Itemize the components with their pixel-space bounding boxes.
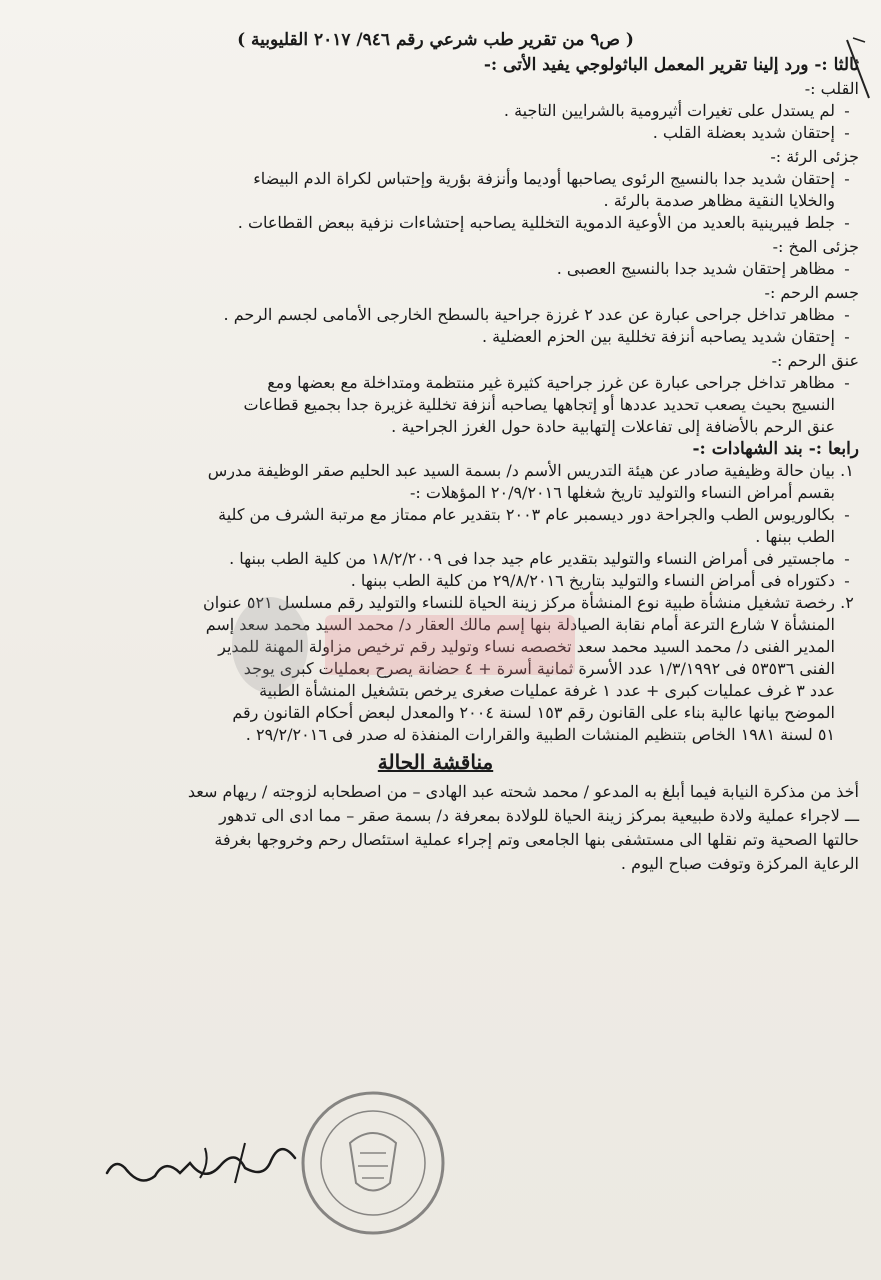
- handwritten-signature: [95, 1128, 315, 1198]
- qualification-item: - ماجستير فى أمراض النساء والتوليد بتقدير عام جيد جدا فى ١٨/٢/٢٠٠٩ من كلية الطب ببنها .: [12, 548, 859, 570]
- bullet: -: [844, 169, 850, 188]
- heart-label: القلب :-: [804, 79, 859, 98]
- list-item: - مظاهر إحتقان شديد جدا بالنسيج العصبى .: [12, 258, 859, 280]
- section-3-title: ثالثا :- ورد إلينا تقرير المعمل الباثولوجي يفيد الأتى :-: [483, 55, 859, 75]
- bullet: -: [844, 505, 850, 524]
- brain-label: جزئى المخ :-: [772, 237, 859, 256]
- certificate-number: ١.: [840, 461, 854, 480]
- lung-label: جزئى الرئة :-: [770, 147, 859, 166]
- section-4-title: رابعا :- بند الشهادات :-: [692, 439, 859, 459]
- list-item: - مظاهر تداخل جراحى عبارة عن عدد ٢ غرزة جراحية بالسطح الخارجى الأمامى لجسم الرحم .: [12, 304, 859, 326]
- list-item: - مظاهر تداخل جراحى عبارة عن غرز جراحية كثيرة غير منتظمة ومتداخلة مع بعضها ومع النسيج بحيث يصعب تحديد عددها أو إتجاهها يصاحبه أنزفة تخللية غزيرة جدا بجميع قطاعات عنق الرحم بالأضافة إلى تفاعلات إلتهابية حادة حول الغرز الجراحية .: [12, 372, 859, 438]
- qualification-item: - بكالوريوس الطب والجراحة دور ديسمبر عام ٢٠٠٣ بتقدير عام ممتاز مع مرتبة الشرف من كلية الطب ببنها .: [12, 504, 859, 548]
- discussion-title: مناقشة الحالة: [377, 750, 494, 774]
- list-item: - إحتقان شديد بعضلة القلب .: [12, 122, 859, 144]
- bullet: -: [844, 101, 850, 120]
- uterus-label: جسم الرحم :-: [764, 283, 859, 302]
- bullet: -: [844, 373, 850, 392]
- bullet: -: [844, 213, 850, 232]
- official-seal-stamp: [298, 1088, 448, 1238]
- discussion-paragraph: أخذ من مذكرة النيابة فيما أبلغ به المدعو / محمد شحته عبد الهادى – من اصطحابه لزوجته / ريهام سعد ـــ لاجراء عملية ولادة طبيعية بمركز زينة الحياة للولادة بمعرفة د/ بسمة صقر – مما ادى الى تدهور حالتها الصحية وتم نقلها الى مستشفى بنها الجامعى وتم إجراء عملية استئصال رحم وخروجها بغرفة الرعاية المركزة وتوفت صباح اليوم .: [187, 782, 859, 873]
- bullet: -: [844, 549, 850, 568]
- certificate-1: ١. بيان حالة وظيفية صادر عن هيئة التدريس الأسم د/ بسمة السيد عبد الحليم صقر الوظيفة مدرس بقسم أمراض النساء والتوليد تاريخ شغلها ٢٠/٩/٢٠١٦ المؤهلات :-: [12, 460, 859, 504]
- bullet: -: [844, 305, 850, 324]
- certificate-number: ٢.: [840, 593, 854, 612]
- list-item: - جلط فيبرينية بالعديد من الأوعية الدموية التخللية يصاحبه إحتشاءات نزفية ببعض القطاعات .: [12, 212, 859, 234]
- list-item: - إحتقان شديد يصاحبه أنزفة تخللية بين الحزم العضلية .: [12, 326, 859, 348]
- page-header: ( ص٩ من تقرير طب شرعي رقم ٩٤٦/ ٢٠١٧ القليوبية ): [237, 30, 634, 50]
- cervix-label: عنق الرحم :-: [771, 351, 859, 370]
- qualification-item: - دكتوراه فى أمراض النساء والتوليد بتاريخ ٢٩/٨/٢٠١٦ من كلية الطب ببنها .: [12, 570, 859, 592]
- bullet: -: [844, 327, 850, 346]
- bullet: -: [844, 123, 850, 142]
- bullet: -: [844, 259, 850, 278]
- bullet: -: [844, 571, 850, 590]
- certificate-2: ٢. رخصة تشغيل منشأة طبية نوع المنشأة مركز زينة الحياة للنساء والتوليد رقم مسلسل ٥٢١ عنوان المنشأة ٧ شارع الترعة أمام نقابة الصيادلة بنها إسم مالك العقار د/ محمد السيد محمد سعد إسم المدير الفنى د/ محمد السيد محمد سعد تخصصه نساء وتوليد رقم ترخيص مزاولة المهنة للمدير الفنى ٥٣٥٣٦ فى ١/٣/١٩٩٢ عدد الأسرة ثمانية أسرة + ٤ حضانة يصرح بعمليات كبرى يوجد عدد ٣ غرف عمليات كبرى + عدد ١ غرفة عمليات صغرى يرخص بتشغيل المنشأة الطبية الموضح بيانها عالية بناء على القانون رقم ١٥٣ لسنة ٢٠٠٤ والمعدل لبعض أحكام القانون رقم ٥١ لسنة ١٩٨١ الخاص بتنظيم المنشات الطبية والقرارات المنفذة له صدر فى ٢٩/٢/٢٠١٦ .: [12, 592, 859, 746]
- list-item: - إحتقان شديد جدا بالنسيج الرئوى يصاحبها أوديما وأنزفة بؤرية وإحتباس لكراة الدم البيضاء والخلايا النقية مظاهر صدمة بالرئة .: [12, 168, 859, 212]
- document-body: [12, 30, 859, 876]
- list-item: - لم يستدل على تغيرات أثيرومية بالشرايين التاجية .: [12, 100, 859, 122]
